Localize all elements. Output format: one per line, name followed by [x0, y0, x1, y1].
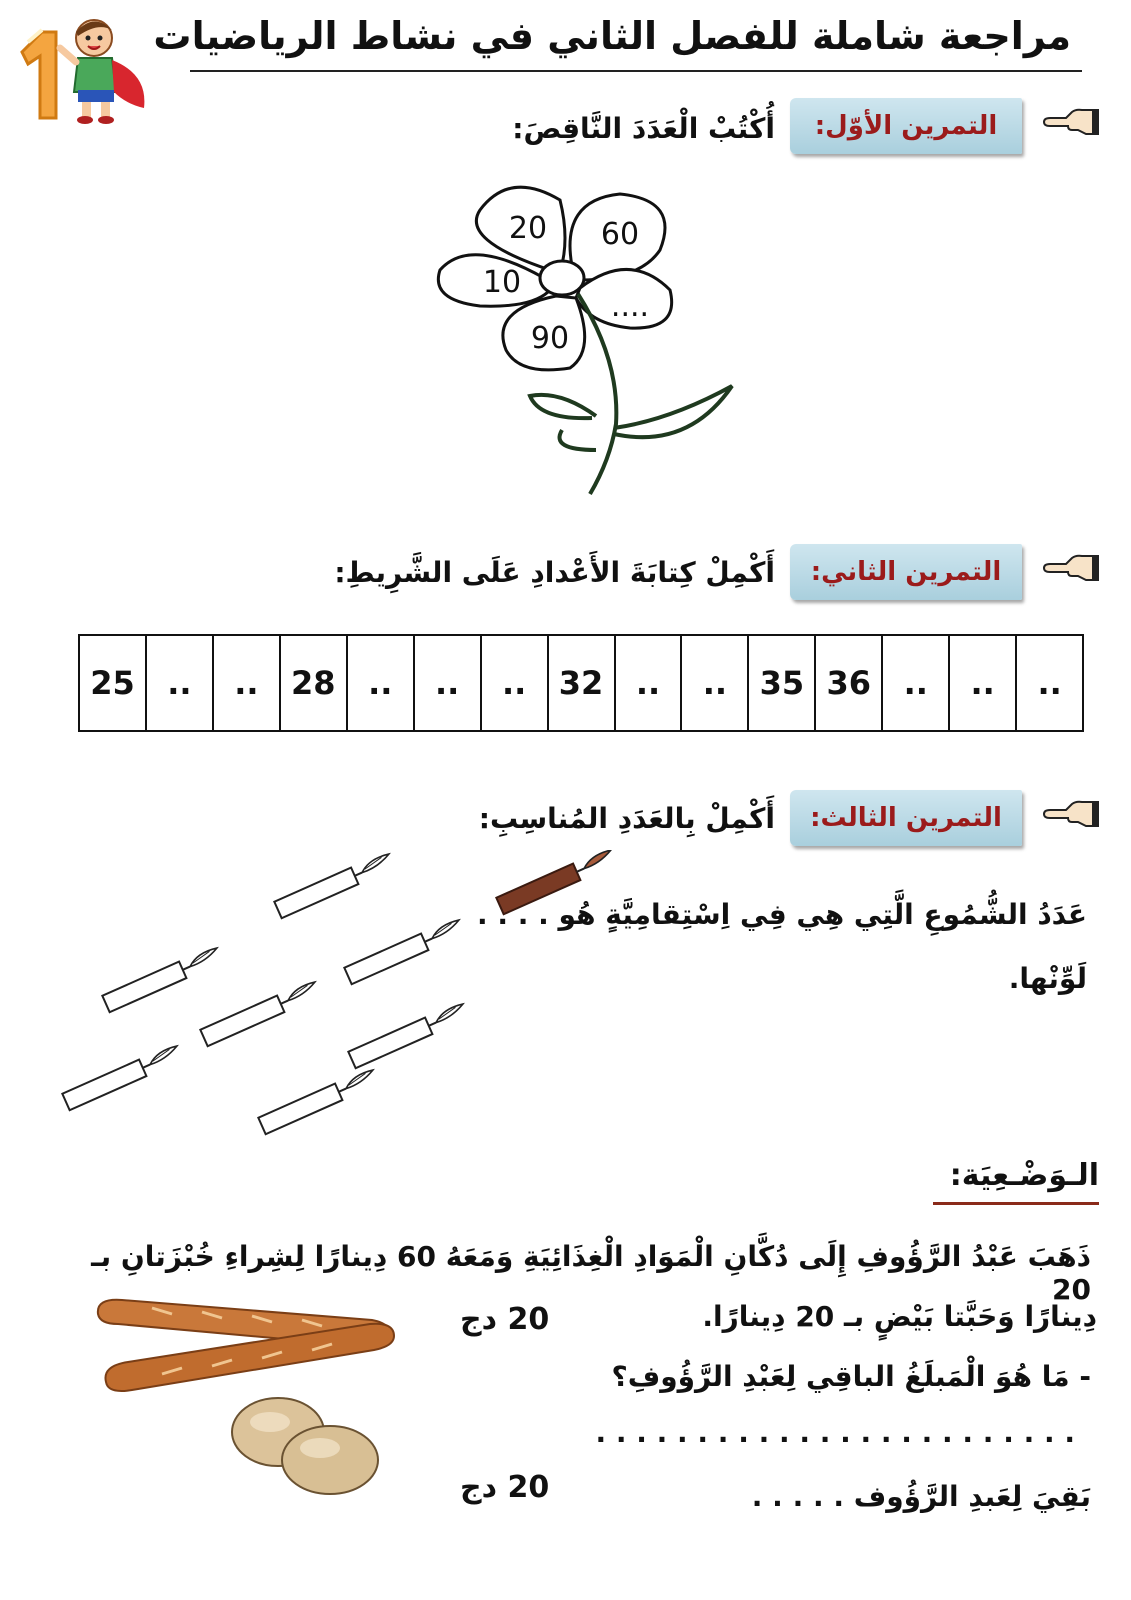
petal-number: 10 [482, 265, 522, 300]
strip-cell[interactable]: .. [1037, 664, 1062, 702]
strip-cell: 25 [80, 636, 147, 730]
mascot-number-one-logo [8, 8, 150, 126]
flower-center [540, 261, 584, 295]
title-underline [190, 70, 1082, 72]
pointing-hand-icon [1042, 798, 1100, 828]
exercise-2-badge-label: التمرين الثاني: [810, 557, 1002, 587]
candles-illustration [56, 850, 626, 1140]
strip-cell[interactable]: .. [214, 636, 281, 730]
candles-question: عَدَدُ الشُّمُوعِ الَّتِي هِي فِي اِسْتِقامِيَّةٍ هُو . . . . [477, 898, 1087, 931]
exercise-1-instruction: أُكْتُبْ الْعَدَدَ النَّاقِصَ: [512, 112, 775, 145]
petal-number: 20 [508, 211, 548, 246]
exercise-3-badge-label: التمرين الثالث: [810, 803, 1002, 833]
candle [344, 917, 465, 984]
strip-cell: 36 [816, 636, 883, 730]
petal-number: 90 [530, 321, 570, 356]
bread-price-label: 20 دج [460, 1302, 550, 1337]
candle [200, 979, 321, 1046]
strip-cell: 28 [281, 636, 348, 730]
petal-number: 60 [600, 217, 640, 252]
strip-cell[interactable]: .. [415, 636, 482, 730]
bread-loaves-illustration [92, 1290, 402, 1400]
candle [274, 851, 395, 918]
exercise-3-badge [790, 790, 1022, 846]
strip-cell[interactable]: .. [950, 636, 1017, 730]
answer-dots[interactable]: . . . . . . . . . . . . . . . . . . . . . . . . [595, 1416, 1075, 1449]
strip-cell[interactable]: .. [348, 636, 415, 730]
candle [102, 945, 223, 1012]
eggs-illustration [222, 1388, 382, 1500]
candles-task: لَوِّنْها. [1008, 962, 1087, 995]
situation-heading: الـوَضْـعِيَة: [949, 1158, 1099, 1193]
flower-illustration [420, 180, 750, 500]
situation-question: - مَا هُوَ الْمَبلَغُ الباقِي لِعَبْدِ الرَّؤُوفِ؟ [611, 1360, 1091, 1393]
strip-cell[interactable]: .. [682, 636, 749, 730]
exercise-2-badge [790, 544, 1022, 600]
strip-cell[interactable]: .. [616, 636, 683, 730]
pointing-hand-icon [1042, 106, 1100, 136]
strip-cell[interactable]: .. [883, 636, 950, 730]
strip-cell[interactable]: .. [482, 636, 549, 730]
strip-cell: 35 [749, 636, 816, 730]
page-title: مراجعة شاملة للفصل الثاني في نشاط الرياضيات [153, 14, 1071, 58]
situation-line-1: ذَهَبَ عَبْدُ الرَّؤُوفِ إِلَى دُكَّانِ الْمَوَادِ الْغِذَائِيَةِ وَمَعَهُ 60 دِينارًا لِشِراءِ خُبْزَتانِ بـ 20 [91, 1240, 1091, 1306]
strip-cell: 32 [549, 636, 616, 730]
strip-cell[interactable]: .. [147, 636, 214, 730]
exercise-1-badge-label: التمرين الأوّل: [814, 111, 998, 141]
situation-line-2: دِينارًا وَحَبَّتا بَيْضٍ بـ 20 دِينارًا. [702, 1300, 1097, 1333]
situation-answer[interactable]: بَقِيَ لِعَبدِ الرَّؤُوف . . . . . [751, 1480, 1091, 1513]
exercise-2-instruction: أَكْمِلْ كِتابَةَ الأَعْدادِ عَلَى الشَّرِيطِ: [334, 556, 775, 589]
candle [348, 1001, 469, 1068]
situation-underline [933, 1202, 1099, 1205]
petal-number: .... [610, 289, 650, 324]
candle [258, 1067, 379, 1134]
exercise-3-instruction: أَكْمِلْ بِالعَدَدِ المُناسِبِ: [478, 802, 775, 835]
number-strip [78, 634, 1084, 732]
exercise-1-badge [790, 98, 1022, 154]
candle [62, 1043, 183, 1110]
egg-price-label: 20 دج [460, 1470, 550, 1505]
pointing-hand-icon [1042, 552, 1100, 582]
